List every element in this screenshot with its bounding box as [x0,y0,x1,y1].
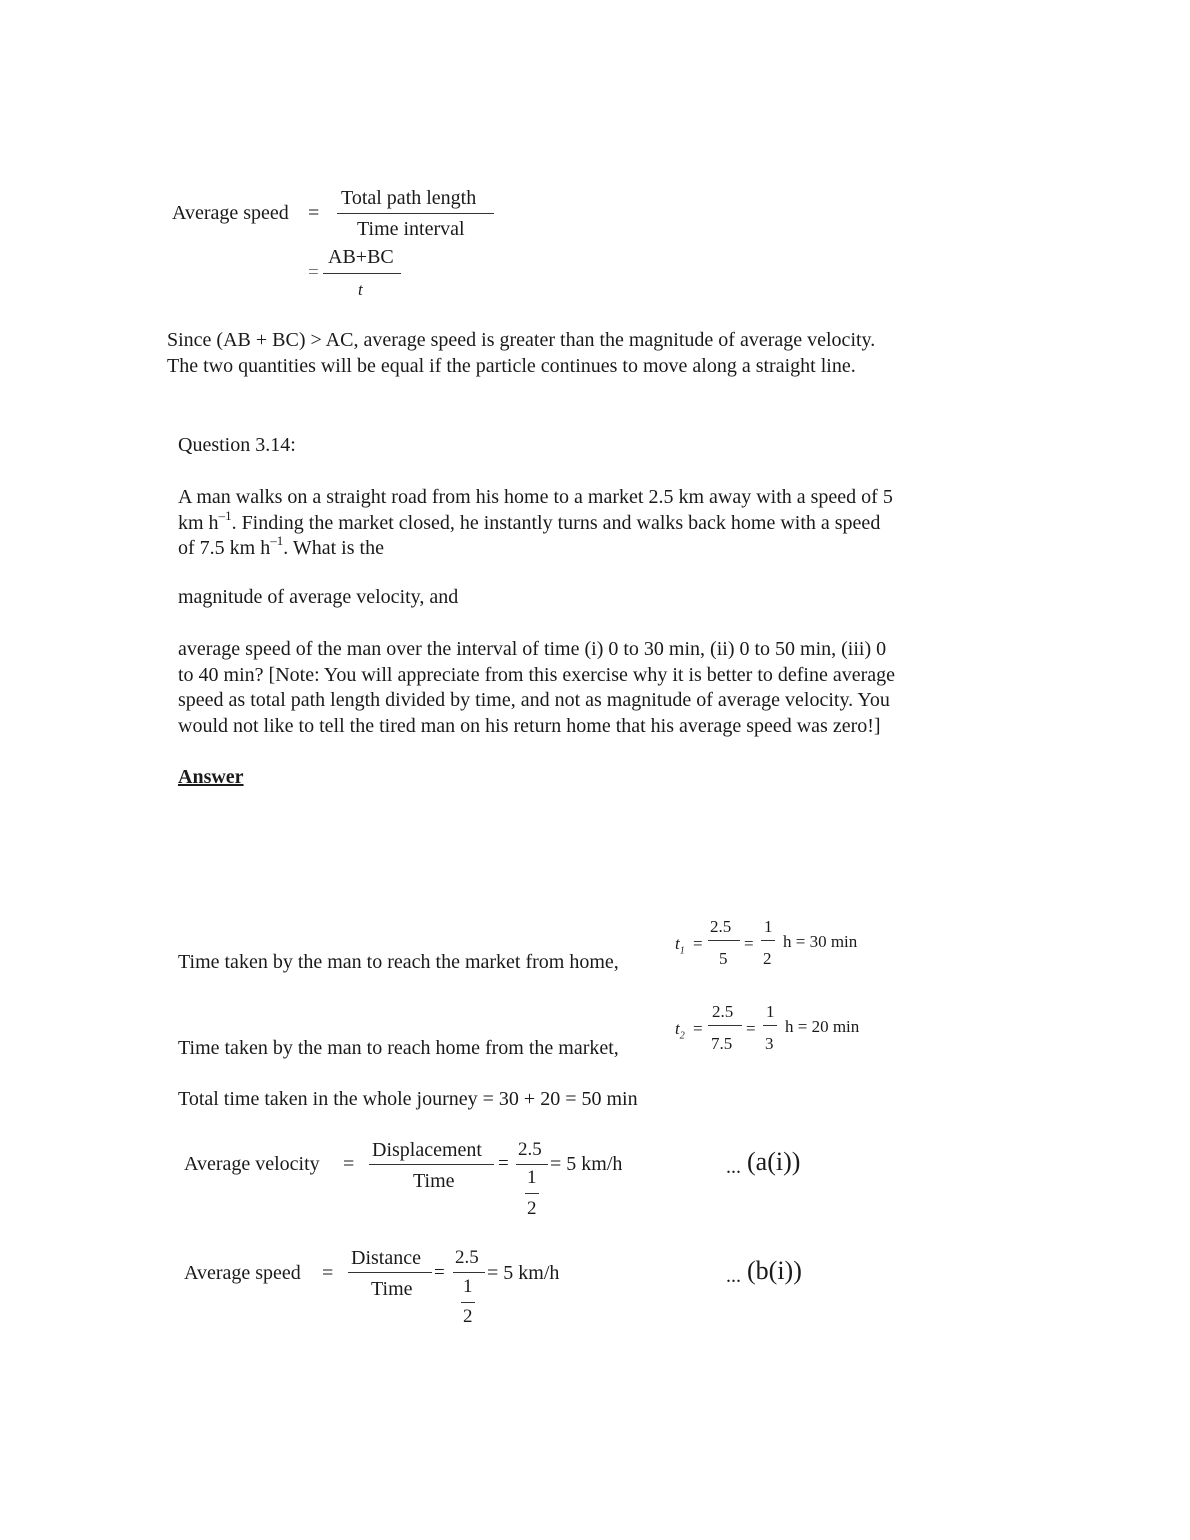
text-run: . Finding the market closed, he instantly turns and walks back home with a speed [231,511,881,534]
equals: = [498,1153,509,1174]
avg-speed-result: = 5 km/h [487,1262,560,1284]
formula-numerator-2: AB+BC [328,246,394,268]
fraction-bar [708,1025,742,1026]
compound-top: 2.5 [518,1139,542,1160]
time-denominator: Time [371,1278,413,1300]
question-paragraph-1 [178,485,893,562]
avg-speed-lhs: Average speed [184,1262,301,1284]
time-denominator: Time [413,1170,455,1192]
fraction-bar [525,1193,539,1194]
t2-num: 2.5 [712,1002,734,1021]
superscript: –1 [218,507,232,523]
comparison-line: The two quantities will be equal if the particle continues to move along a straight line. [167,354,856,377]
total-time: Total time taken in the whole journey = 30 + 20 = 50 min [178,1088,638,1110]
text-run: . What is the [283,537,384,559]
formula-lhs: Average speed [172,202,289,224]
t2-variable [675,1019,685,1041]
compound-sub-den: 2 [527,1198,537,1219]
compound-sub-num: 1 [527,1167,537,1188]
t1-den-2: 2 [763,949,772,968]
t1-num: 2.5 [710,917,732,936]
t1-label: Time taken by the man to reach the market from home, [178,951,619,973]
fraction-bar [761,940,775,941]
subscript: 2 [679,1030,685,1042]
formula-denominator: Time interval [357,218,465,240]
t1-variable [675,934,685,956]
fraction-bar [516,1164,548,1165]
t2-den: 7.5 [711,1034,733,1053]
compound-sub-den: 2 [463,1306,473,1327]
fraction-bar [453,1272,485,1273]
fraction-bar [763,1025,777,1026]
question-line [178,507,893,537]
text-run: km h [178,511,219,534]
superscript: –1 [270,533,284,549]
fraction-bar [369,1164,494,1165]
formula-denominator-2: t [358,280,363,299]
fraction-bar [348,1272,432,1273]
ellipsis: ... [726,1156,741,1178]
t2-num-2: 1 [766,1002,775,1021]
compound-top: 2.5 [455,1247,479,1268]
question-line: would not like to tell the tired man on his return home that his average speed was zero!] [178,714,881,737]
displacement-numerator: Displacement [372,1139,482,1161]
fraction-bar [337,213,494,214]
compound-sub-num: 1 [463,1276,473,1297]
equals: = [322,1262,334,1284]
question-line: speed as total path length divided by time, and not as magnitude of average velocity. You [178,689,890,711]
ellipsis: ... [726,1265,741,1287]
t2-den-2: 3 [765,1034,774,1053]
variable: t [675,934,680,953]
question-line: average speed of the man over the interval of time (i) 0 to 30 min, (ii) 0 to 50 min, (iii) 0 [178,638,887,660]
answer-heading: Answer [178,766,244,788]
subscript: 1 [679,945,685,957]
equation-tag: (b(i)) [747,1256,802,1285]
formula-equals-2: = [308,262,319,283]
equals: = [693,1019,703,1038]
fraction-bar [323,273,401,274]
equals: = [693,934,703,953]
equals: = [343,1153,355,1175]
t2-result: h = 20 min [785,1017,860,1036]
question-paragraph-3 [178,637,895,739]
avg-velocity-result: = 5 km/h [550,1153,623,1175]
question-line [178,533,893,562]
t2-label: Time taken by the man to reach home from the market, [178,1037,619,1059]
equals: = [434,1262,445,1283]
t1-result: h = 30 min [783,932,858,951]
avg-velocity-lhs: Average velocity [184,1153,320,1175]
question-line: to 40 min? [Note: You will appreciate from this exercise why it is better to define average [178,663,896,686]
formula-numerator: Total path length [341,187,477,209]
comparison-paragraph [167,328,875,379]
formula-equals: = [308,202,320,224]
variable: t [675,1019,680,1038]
equals: = [744,934,754,953]
question-line: A man walks on a straight road from his home to a market 2.5 km away with a speed of 5 [178,486,893,508]
equation-tag: (a(i)) [747,1147,801,1176]
distance-numerator: Distance [351,1247,421,1269]
question-heading: Question 3.14: [178,434,296,456]
t1-den: 5 [719,949,728,968]
equals: = [746,1019,756,1038]
comparison-line: Since (AB + BC) > AC, average speed is greater than the magnitude of average velocity. [167,329,876,351]
text-run: of 7.5 km h [178,537,271,559]
t1-num-2: 1 [764,917,773,936]
question-paragraph-2: magnitude of average velocity, and [178,586,459,608]
fraction-bar [461,1302,475,1303]
fraction-bar [708,940,740,941]
